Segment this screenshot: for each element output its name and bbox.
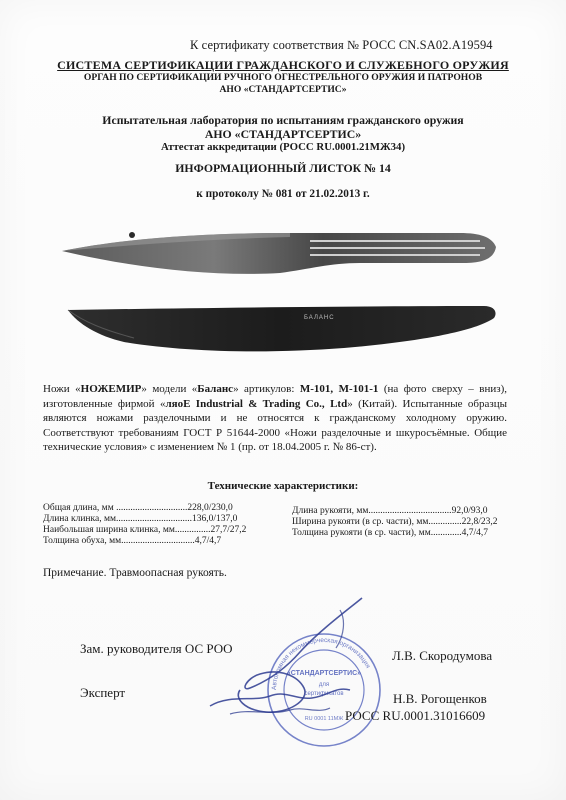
specs-title: Технические характеристики: (207, 480, 359, 492)
spec-value: 228,0/230,0 (187, 503, 233, 513)
description-text: » (Китай). Испытанные образцы являются ножами разделочными и не относятся к гражданскому холодному оружию. Соответствуют требованиям ГОСТ Р 51644-2000 «Ножи разделочные и шкуросъёмные. Общие технические условия» с изменением № 1 (пр. от 18.04.2005 г. № 86-ст). (43, 397, 507, 454)
certification-system-title: СИСТЕМА СЕРТИФИКАЦИИ ГРАЖДАНСКОГО И СЛУЖЕБНОГО ОРУЖИЯ (57, 58, 509, 72)
spec-value: 136,0/137,0 (191, 513, 238, 524)
note: Примечание. Травмоопасная рукоять. (43, 567, 227, 579)
certification-organ: ОРГАН ПО СЕРТИФИКАЦИИ РУЧНОГО ОГНЕСТРЕЛЬНОГО ОРУЖИЯ И ПАТРОНОВ (83, 72, 483, 83)
certificate-reference: К сертификату соответствия № РОСС CN.SA02.A19594 (190, 38, 493, 52)
protocol-reference: к протоколу № 081 от 21.02.2013 г. (196, 188, 370, 200)
accreditation-certificate: Аттестат аккредитации (РОСС RU.0001.21МЖ34) (160, 141, 406, 153)
spec-label: Общая длина, мм .............................. (43, 503, 188, 513)
stamp-center-bottom: сертификатов (304, 691, 344, 697)
certification-organ-name: АНО «СТАНДАРТСЕРТИС» (219, 84, 347, 95)
spec-value: 27,7/27,2 (210, 524, 247, 535)
stamp-center-mid: для (318, 682, 330, 688)
specs-left-column (43, 503, 246, 547)
description-text: (на фото сверху – вниз), изготовленные фирмой « (43, 383, 507, 410)
spec-value: 92,0/93,0 (451, 506, 488, 516)
spec-row (43, 514, 246, 525)
stamp-ring-text: Автономная некоммерческая организация (270, 636, 372, 691)
signatory-role-deputy-head: Зам. руководителя ОС РОО (80, 641, 233, 656)
test-laboratory: Испытательная лаборатория по испытаниям гражданского оружия (102, 113, 464, 127)
spec-value: 22,8/23,2 (461, 516, 498, 527)
expert-registration-number: РОСС RU.0001.31016609 (345, 708, 486, 723)
product-description (43, 382, 507, 455)
spec-row (43, 536, 246, 547)
signatory-name-deputy-head: Л.В. Скородумова (392, 648, 493, 663)
description-text: » артикулов: (233, 383, 300, 395)
spec-row (292, 528, 498, 539)
description-text: » модели « (141, 383, 198, 395)
knife-photo-bottom (64, 298, 500, 360)
spec-label: Наибольшая ширина клинка, мм............... (43, 524, 211, 535)
spec-label: Толщина обуха, мм............................... (43, 535, 195, 546)
knife-photo-top (60, 225, 500, 281)
spec-row (292, 506, 498, 517)
document-title: ИНФОРМАЦИОННЫЙ ЛИСТОК № 14 (175, 161, 391, 175)
test-laboratory-name: АНО «СТАНДАРТСЕРТИС» (204, 127, 362, 141)
spec-row (43, 525, 246, 536)
spec-label: Длина клинка, мм................................ (43, 513, 192, 524)
specs-right-column (292, 506, 498, 539)
spec-row (292, 517, 498, 528)
manufacturer-name: ляоЕ Industrial & Trading Co., Ltd (165, 397, 348, 410)
model-name: Баланс (197, 383, 234, 395)
brand-name: НОЖЕМИР (80, 383, 142, 395)
signatory-role-expert: Эксперт (80, 685, 126, 700)
article-numbers: М-101, М-101-1 (299, 383, 379, 395)
spec-label: Ширина рукояти (в ср. части), мм.............. (292, 516, 462, 527)
knife-mark: БАЛАНС (304, 315, 335, 321)
spec-label: Длина рукояти, мм................................... (292, 506, 452, 516)
spec-value: 4,7/4,7 (194, 535, 222, 546)
spec-row (43, 503, 246, 514)
spec-value: 4,7/4,7 (461, 527, 488, 538)
signatory-name-expert: Н.В. Рогощенков (393, 691, 487, 706)
spec-label: Толщина рукояти (в ср. части), мм............. (292, 527, 462, 538)
stamp-reg-number: RU 0001 11МЖ (304, 716, 344, 722)
stamp-center-top: «СТАНДАРТСЕРТИС» (286, 670, 362, 677)
description-text: Ножи « (43, 383, 81, 395)
